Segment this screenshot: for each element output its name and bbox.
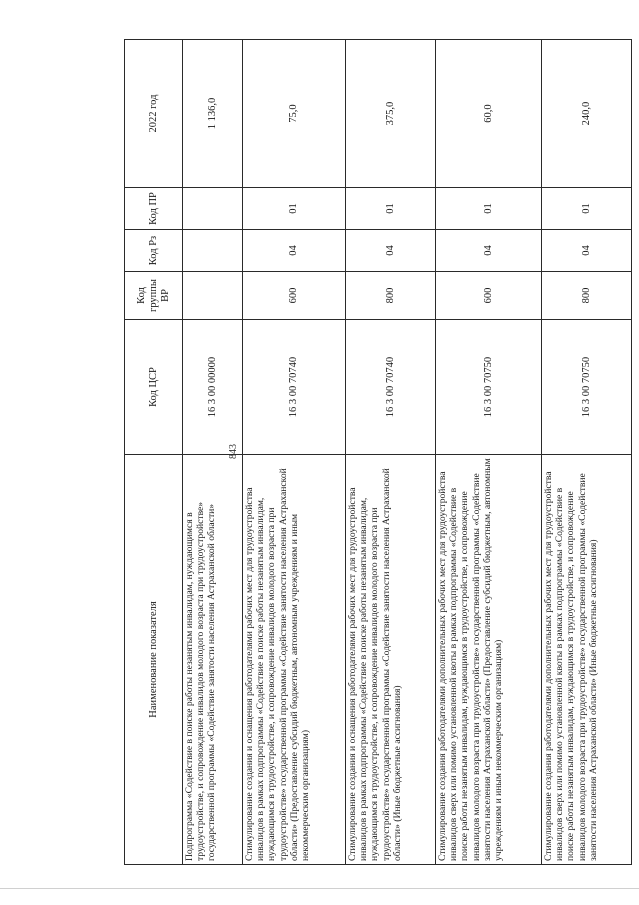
budget-table-area bbox=[124, 40, 599, 865]
header-vr: Код группы ВР bbox=[125, 272, 183, 320]
row-vr: 600 bbox=[243, 272, 346, 320]
header-name: Наименование показателя bbox=[125, 455, 183, 865]
row-vr: 800 bbox=[542, 272, 632, 320]
row-value: 375,0 bbox=[346, 40, 436, 188]
header-csr: Код ЦСР bbox=[125, 320, 183, 455]
table-row bbox=[436, 40, 542, 865]
header-rz: Код Рз bbox=[125, 230, 183, 272]
row-name: Стимулирование создания и оснащения работодателями рабочих мест для трудоустройства инвалидов в рамках подпрограммы «Содействие в поиске работы незанятым инвалидам, нуждающимся в трудоустройстве, и сопровождение инвалидов молодого возраста при трудоустройстве» государственной программы «Содействие занятости населения Астраханской области» (Иные бюджетные ассигнования) bbox=[346, 455, 436, 865]
table-header-row bbox=[125, 40, 183, 865]
header-year: 2022 год bbox=[125, 40, 183, 188]
row-pr: 01 bbox=[436, 188, 542, 230]
table-row bbox=[346, 40, 436, 865]
row-name: Подпрограмма «Содействие в поиске работы незанятым инвалидам, нуждающимся в трудоустройстве, и сопровождение инвалидов молодого возраста при трудоустройстве» государственной программы «Содействие занятости населения Астраханской области» bbox=[183, 455, 243, 865]
row-rz bbox=[183, 230, 243, 272]
page-number: 843 bbox=[228, 444, 239, 459]
row-rz: 04 bbox=[436, 230, 542, 272]
row-csr: 16 3 00 70740 bbox=[243, 320, 346, 455]
row-pr bbox=[183, 188, 243, 230]
row-value: 1 136,0 bbox=[183, 40, 243, 188]
header-pr: Код ПР bbox=[125, 188, 183, 230]
row-csr: 16 3 00 00000 bbox=[183, 320, 243, 455]
row-rz: 04 bbox=[243, 230, 346, 272]
row-name: Стимулирование создания работодателями дополнительных рабочих мест для трудоустройства инвалидов сверх или помимо установленной квоты в рамках подпрограммы «Содействие в поиске работы незанятым инвалидам, нуждающимся в трудоустройстве, и сопровождение инвалидов молодого возраста при трудоустройстве» государственной программы «Содействие занятости населения Астраханской области» (Иные бюджетные ассигнования) bbox=[542, 455, 632, 865]
row-vr: 600 bbox=[436, 272, 542, 320]
row-pr: 01 bbox=[243, 188, 346, 230]
row-name: Стимулирование создания работодателями дополнительных рабочих мест для трудоустройства инвалидов сверх или помимо установленной квоты в рамках подпрограммы «Содействие в поиске работы незанятым инвалидам, нуждающимся в трудоустройстве, и сопровождение инвалидов молодого возраста при трудоустройстве» государственной программы «Содействие занятости населения Астраханской области» (Предоставление субсидий бюджетным, автономным учреждениям и иным некоммерческим организациям) bbox=[436, 455, 542, 865]
scan-edge-line bbox=[0, 888, 639, 889]
row-vr: 800 bbox=[346, 272, 436, 320]
budget-table bbox=[124, 39, 632, 865]
row-pr: 01 bbox=[542, 188, 632, 230]
row-vr bbox=[183, 272, 243, 320]
rotated-table-wrapper bbox=[124, 40, 599, 865]
row-csr: 16 3 00 70750 bbox=[542, 320, 632, 455]
table-row bbox=[183, 40, 243, 865]
row-pr: 01 bbox=[346, 188, 436, 230]
row-rz: 04 bbox=[542, 230, 632, 272]
table-row bbox=[243, 40, 346, 865]
row-value: 75,0 bbox=[243, 40, 346, 188]
row-csr: 16 3 00 70750 bbox=[436, 320, 542, 455]
row-value: 240,0 bbox=[542, 40, 632, 188]
row-value: 60,0 bbox=[436, 40, 542, 188]
row-name: Стимулирование создания и оснащения работодателями рабочих мест для трудоустройства инвалидов в рамках подпрограммы «Содействие в поиске работы незанятым инвалидам, нуждающимся в трудоустройстве, и сопровождение инвалидов молодого возраста при трудоустройстве» государственной программы «Содействие занятости населения Астраханской области» (Предоставление субсидий бюджетным, автономным учреждениям и иным некоммерческим организациям) bbox=[243, 455, 346, 865]
row-csr: 16 3 00 70740 bbox=[346, 320, 436, 455]
row-rz: 04 bbox=[346, 230, 436, 272]
table-row bbox=[542, 40, 632, 865]
